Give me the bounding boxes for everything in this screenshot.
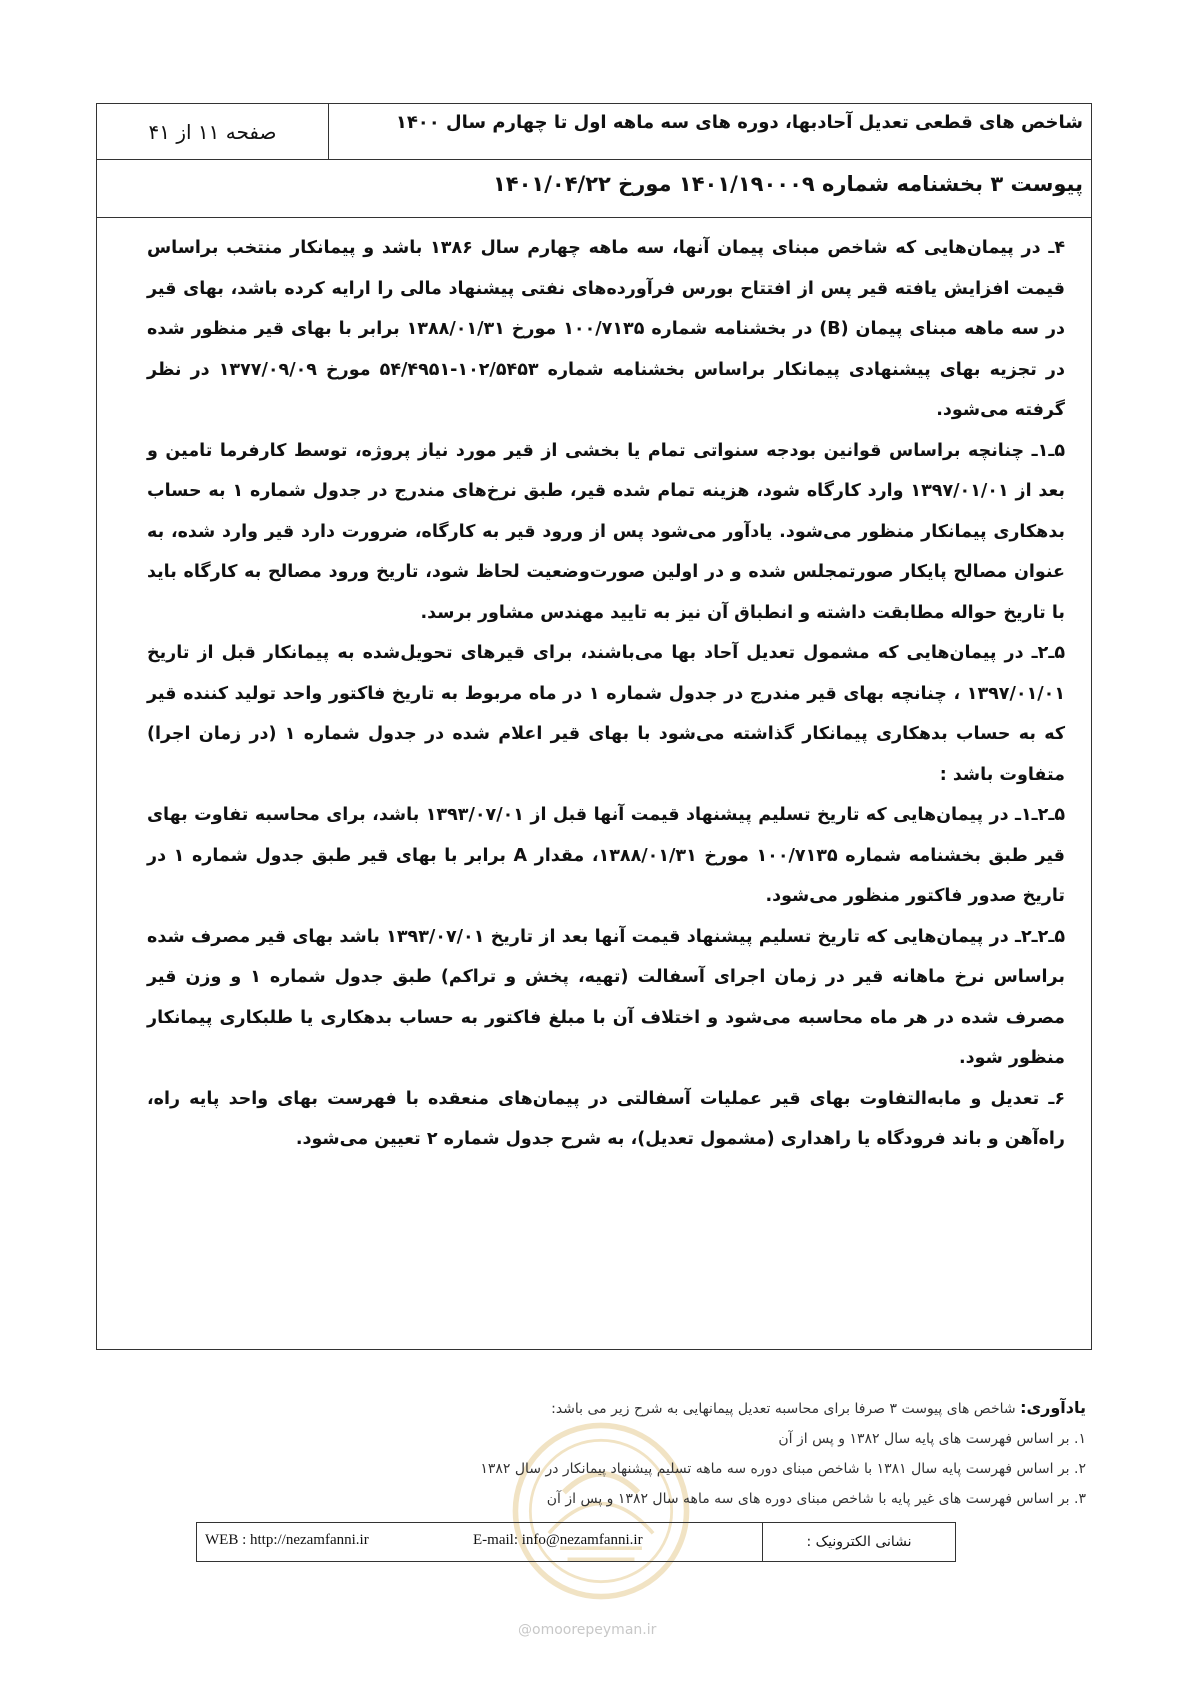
paragraph-6: ۶ـ تعدیل و مابه‌التفاوت بهای قیر عملیات آسفالتی در پیمان‌های منعقده با فهرست بهای واحد پایه راه، راه‌آهن و باند فرودگاه یا راهداری (مشمول تعدیل)، به شرح جدول شماره ۲ تعیین می‌شود.: [147, 1088, 1065, 1149]
note-lead: یادآوری:: [1020, 1398, 1086, 1417]
document-subtitle: پیوست ۳ بخشنامه شماره ۱۴۰۱/۱۹۰۰۰۹ مورخ ۱۴۰۱/۰۴/۲۲: [492, 172, 1083, 196]
paragraph-5-2-2: ۵ـ۲ـ۲ـ در پیمان‌هایی که تاریخ تسلیم پیشنهاد قیمت آنها بعد از تاریخ ۱۳۹۳/۰۷/۰۱ باشد بهای قیر مصرف شده براساس نرخ ماهانه قیر در زمان اجرای آسفالت (تهیه، پخش و تراکم) طبق جدول شماره ۱ و وزن قیر مصرف شده در هر ماه محاسبه می‌شود و اختلاف آن با مبلغ فاکتور به حساب بدهکاری یا طلبکاری پیمانکار منظور شود.: [147, 926, 1065, 1068]
paragraph-5-1: ۵ـ۱ـ چنانچه براساس قوانین بودجه سنواتی تمام یا بخشی از قیر مورد نیاز پروژه، توسط کارفرما تامین و بعد از ۱۳۹۷/۰۱/۰۱ وارد کارگاه شود، هزینه تمام شده قیر، طبق نرخ‌های مندرج در جدول شماره ۱ به حساب بدهکاری پیمانکار منظور می‌شود. یادآور می‌شود پس از ورود قیر به کارگاه، ضرورت دارد قیر وارد شده، به عنوان مصالح پایکار صورتمجلس شده و در اولین صورت‌وضعیت لحاظ شود، تاریخ ورود مصالح به کارگاه باید با تاریخ حواله مطابقت داشته و انطباق آن نیز به تایید مهندس مشاور برسد.: [147, 440, 1065, 623]
paragraph-5-2-1: ۵ـ۲ـ۱ـ در پیمان‌هایی که تاریخ تسلیم پیشنهاد قیمت آنها قبل از ۱۳۹۳/۰۷/۰۱ باشد، برای محاسبه تفاوت بهای قیر طبق بخشنامه شماره ۱۰۰/۷۱۳۵ مورخ ۱۳۸۸/۰۱/۳۱، مقدار A برابر با بهای قیر طبق جدول شماره ۱ در تاریخ صدور فاکتور منظور می‌شود.: [147, 805, 1066, 906]
header-row: [97, 104, 1091, 160]
web-link[interactable]: WEB : http://nezamfanni.ir: [205, 1532, 369, 1548]
note-heading: [106, 1393, 1086, 1424]
note-item-3: ۳. بر اساس فهرست های غیر پایه با شاخص مبنای دوره های سه ماهه سال ۱۳۸۲ و پس از آن: [546, 1491, 1086, 1507]
document-frame: [96, 103, 1092, 1350]
contact-footer: [196, 1522, 956, 1562]
email-link[interactable]: E-mail: info@nezamfanni.ir: [473, 1532, 643, 1548]
note-item-1: ۱. بر اساس فهرست های پایه سال ۱۳۸۲ و پس از آن: [778, 1431, 1086, 1447]
note-section: [106, 1393, 1086, 1514]
paragraph-5-2: ۵ـ۲ـ در پیمان‌هایی که مشمول تعدیل آحاد بها می‌باشند، برای قیرهای تحویل‌شده به پیمانکار قبل از تاریخ ۱۳۹۷/۰۱/۰۱ ، چنانچه بهای قیر مندرج در جدول شماره ۱ در ماه مربوط به تاریخ فاکتور واحد تولید کننده قیر که به حساب بدهکاری پیمانکار گذاشته می‌شود با بهای قیر اعلام شده در جدول شماره ۱ (در زمان اجرا) متفاوت باشد :: [147, 643, 1066, 785]
watermark-text: @omoorepeyman.ir: [518, 1622, 657, 1638]
header-divider: [328, 104, 329, 160]
page-number: صفحه ۱۱ از ۴۱: [148, 120, 277, 144]
paragraph-4: ۴ـ در پیمان‌هایی که شاخص مبنای پیمان آنها، سه ماهه چهارم سال ۱۳۸۶ باشد و پیمانکار منتخب براساس قیمت افزایش یافته قیر پس از افتتاح بورس فرآورده‌های نفتی پیشنهاد مالی را ارایه کرده باشد، بهای قیر در سه ماهه مبنای پیمان (B) در بخشنامه شماره ۱۰۰/۷۱۳۵ مورخ ۱۳۸۸/۰۱/۳۱ برابر با بهای قیر منظور شده در تجزیه بهای پیشنهادی پیمانکار براساس بخشنامه شماره ۱۰۲/۵۴۵۳-۵۴/۴۹۵۱ مورخ ۱۳۷۷/۰۹/۰۹ در نظر گرفته می‌شود.: [147, 238, 1066, 420]
note-item-2: ۲. بر اساس فهرست پایه سال ۱۳۸۱ با شاخص مبنای دوره سه ماهه تسلیم پیشنهاد پیمانکار در سال ۱۳۸۲: [480, 1461, 1086, 1477]
document-title: شاخص های قطعی تعدیل آحادبها، دوره های سه ماهه اول تا چهارم سال ۱۴۰۰: [395, 112, 1083, 133]
note-intro: شاخص های پیوست ۳ صرفا برای محاسبه تعدیل پیمانهایی به شرح زیر می باشد:: [551, 1401, 1021, 1417]
document-body: [147, 228, 1065, 1160]
subtitle-row: [97, 160, 1091, 218]
address-label: نشانی الکترونیک :: [762, 1523, 955, 1561]
